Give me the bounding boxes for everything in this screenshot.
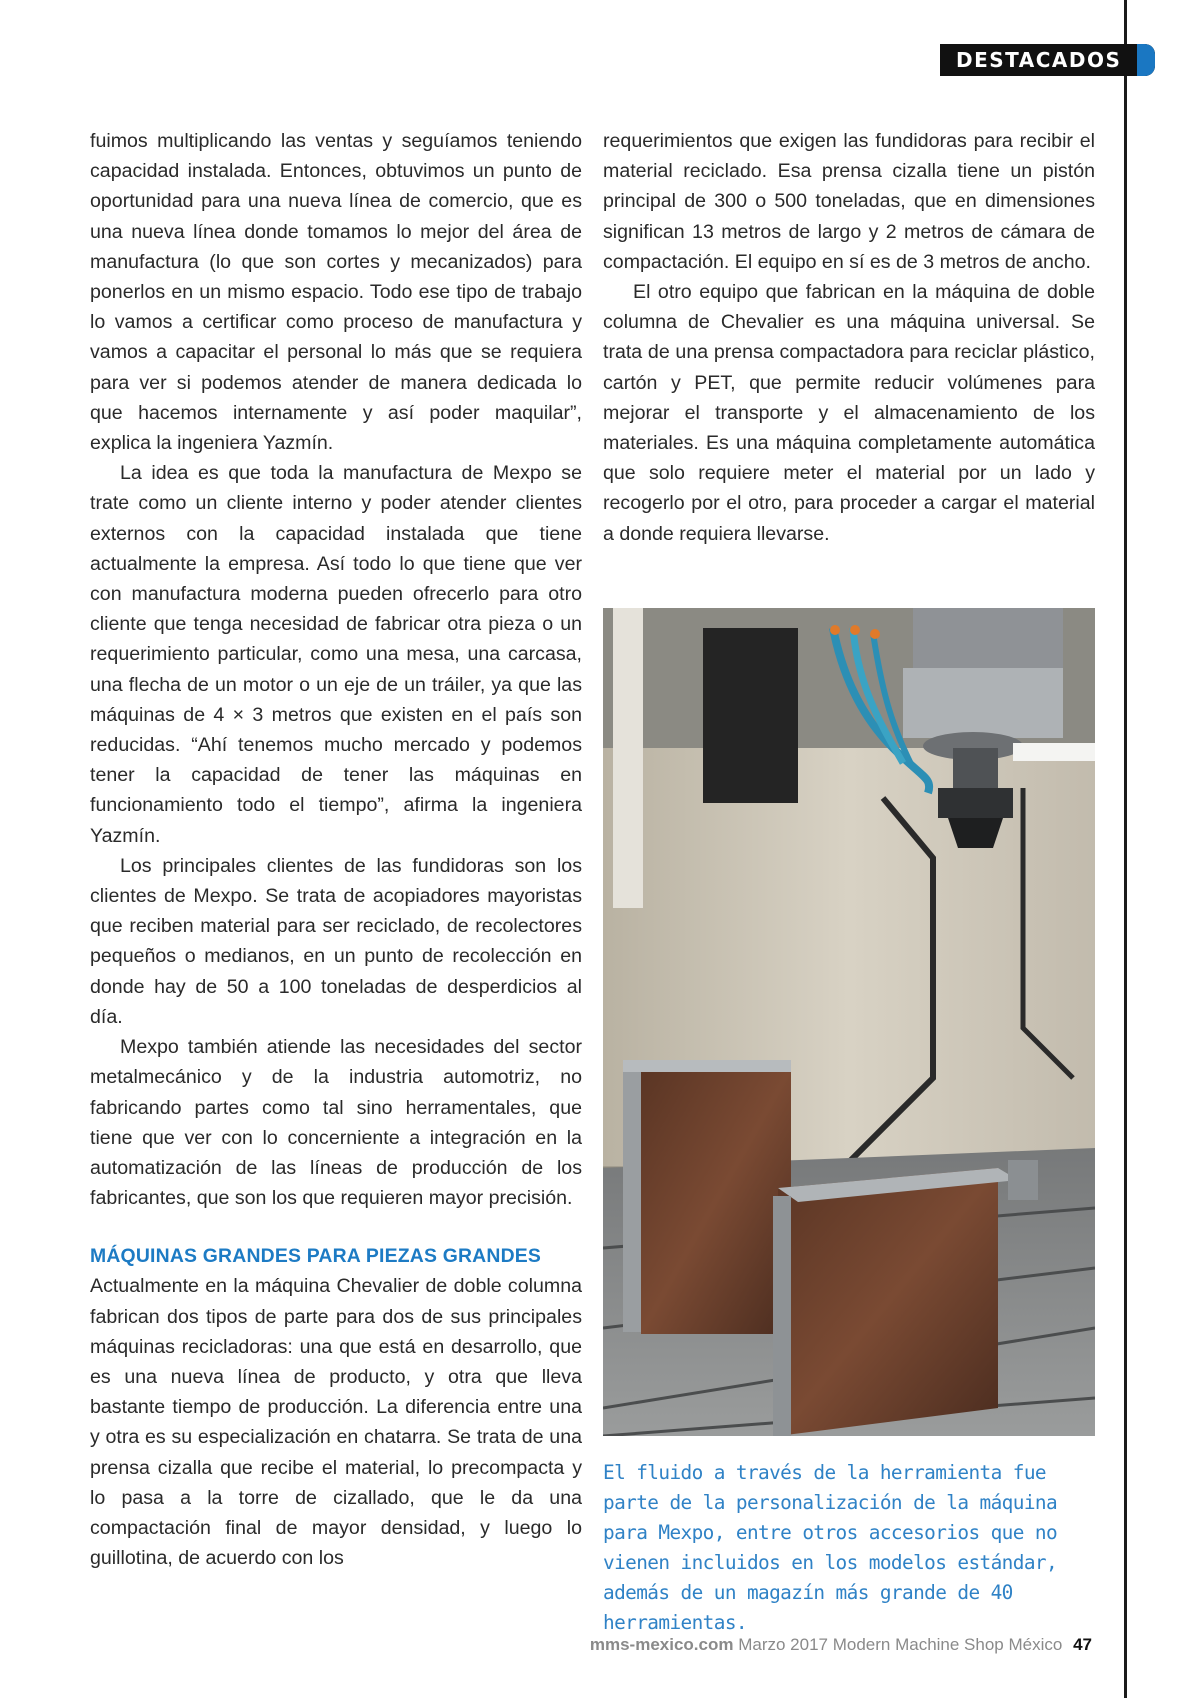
- paragraph: Mexpo también atiende las necesidades del sector metalmecánico y de la industria automotriz, no fabricando partes como tal sino herramentales, que tiene que ver con lo concerniente a integración en la automatización de las líneas de producción de los fabricantes, que son los que requieren mayor precisión.: [90, 1036, 582, 1210]
- left-column: [90, 126, 582, 1573]
- section-tab: [940, 44, 1155, 76]
- photo-caption: [603, 1458, 1095, 1638]
- section-tab-accent: [1137, 44, 1155, 76]
- paragraph: El otro equipo que fabrican en la máquina de doble columna de Chevalier es una máquina universal. Se trata de una prensa compactadora para reciclar plástico, cartón y PET, que permite reducir volúmenes para mejorar el transporte y el almacenamiento de los materiales. Es una máquina completamente automática que solo requiere meter el material por un lado y recogerlo por el otro, para proceder a cargar el material a donde requiera llevarse.: [603, 281, 1095, 545]
- machine-photo: [603, 608, 1095, 1436]
- machine-photo-illustration: [603, 608, 1095, 1436]
- paragraph: La idea es que toda la manufactura de Mexpo se trate como un cliente interno y poder atender clientes externos con la capacidad instalada que tiene actualmente la empresa. Así todo lo que tiene que ver con manufactura moderna pueden ofrecerlo para otro cliente que tenga necesidad de fabricar otra pieza o un requerimiento particular, como una mesa, una carcasa, una flecha de un motor o un eje de un tráiler, ya que las máquinas de 4 × 3 metros que existen en el país son reducidas. “Ahí tenemos mucho mercado y podemos tener la capacidad de tener las máquinas en funcionamiento todo el tiempo”, afirma la ingeniera Yazmín.: [90, 462, 582, 847]
- paragraph: fuimos multiplicando las ventas y seguíamos teniendo capacidad instalada. Entonces, obtuvimos un punto de oportunidad para una nueva línea de comercio, que es una nueva línea donde tomamos lo mejor del área de manufactura (lo que son cortes y mecanizados) para ponerlos en un mismo espacio. Todo ese tipo de trabajo lo vamos a certificar como proceso de manufactura y vamos a capacitar el personal lo más que se requiera para ver si podemos atender de manera dedicada lo que hacemos internamente y así poder maquilar”, explica la ingeniera Yazmín.: [90, 130, 582, 455]
- page-edge-rule: [1124, 0, 1127, 1698]
- footer-issue: Marzo 2017 Modern Machine Shop México: [738, 1635, 1063, 1654]
- caption-text: El fluido a través de la herramienta fue parte de la personalización de la máquina para Mexpo, entre otros accesorios que no vienen incluidos en los modelos estándar, además de un magazín más grande de 40 herramientas.: [603, 1461, 1058, 1634]
- paragraph: Actualmente en la máquina Chevalier de doble columna fabrican dos tipos de parte para dos de sus principales máquinas recicladoras: una que está en desarrollo, que es una nueva línea de producto, y otra que lleva bastante tiempo de producción. La diferencia entre una y otra es su especialización en chatarra. Se trata de una prensa cizalla que recibe el material, lo precompacta y lo pasa a la torre de cizallado, que le da una compactación final de mayor densidad, y luego lo guillotina, de acuerdo con los: [90, 1275, 582, 1570]
- subheading: MÁQUINAS GRANDES PARA PIEZAS GRANDES: [90, 1245, 542, 1268]
- page-number: 47: [1073, 1635, 1092, 1654]
- page-footer: [590, 1635, 1092, 1655]
- paragraph: Los principales clientes de las fundidoras son los clientes de Mexpo. Se trata de acopiadores mayoristas que reciben material para ser reciclado, de recolectores pequeños o medianos, en un punto de recolección en donde hay de 50 a 100 toneladas de desperdicios al día.: [90, 854, 582, 1028]
- right-column: [603, 126, 1095, 549]
- section-label: DESTACADOS: [956, 48, 1122, 72]
- footer-site[interactable]: mms-mexico.com: [589, 1635, 734, 1654]
- paragraph: requerimientos que exigen las fundidoras para recibir el material reciclado. Esa prensa cizalla tiene un pistón principal de 300 o 500 toneladas, que en dimensiones significan 13 metros de largo y 2 metros de cámara de compactación. El equipo en sí es de 3 metros de ancho.: [603, 130, 1095, 273]
